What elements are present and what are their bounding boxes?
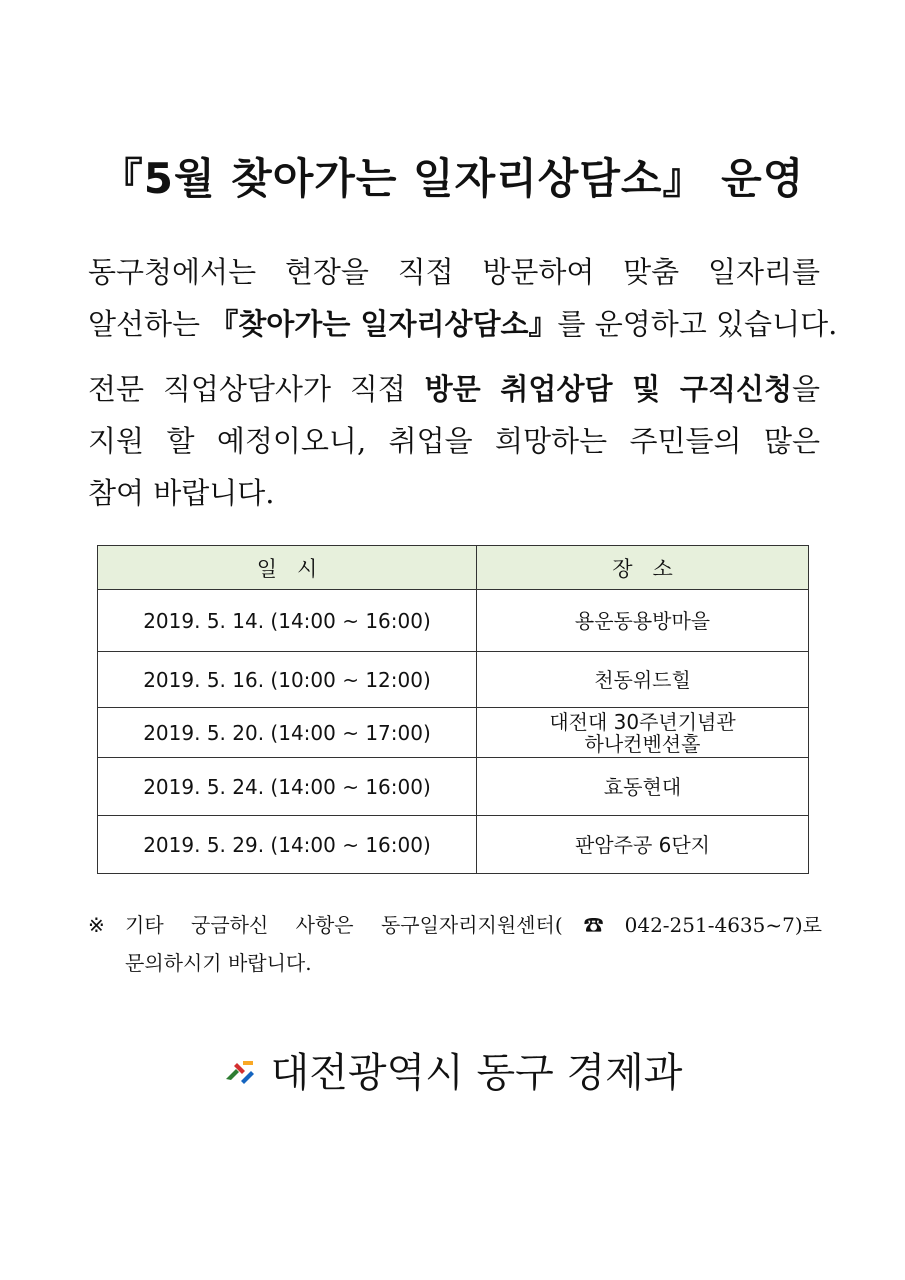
row-date: 2019. 5. 24. (14:00 ~ 16:00) xyxy=(98,758,477,816)
row-place-line-1: 대전대 30주년기념관 xyxy=(549,709,736,734)
detail-paragraph xyxy=(88,363,820,519)
detail-line-1: 전문 직업상담사가 직접 방문 취업상담 및 구직신청을 xyxy=(88,372,820,406)
program-name: 『찾아가는 일자리상담소』 xyxy=(209,307,558,341)
detail-line-3: 참여 바랍니다. xyxy=(88,476,275,510)
intro-line-2: 알선하는 『찾아가는 일자리상담소』를 운영하고 있습니다. xyxy=(88,307,838,341)
schedule-table xyxy=(97,545,809,874)
table-row xyxy=(98,590,809,652)
contact-note xyxy=(88,906,822,982)
page-title: 『5월 찾아가는 일자리상담소』 운영 xyxy=(100,154,805,203)
row-date: 2019. 5. 29. (14:00 ~ 16:00) xyxy=(98,816,477,874)
table-header-row xyxy=(98,546,809,590)
intro-line-1: 동구청에서는 현장을 직접 방문하여 맞춤 일자리를 xyxy=(88,255,820,289)
note-line-1: 기타 궁금하신 사항은 동구일자리지원센터(☎042-251-4635~7)로 xyxy=(125,913,822,937)
table-row xyxy=(98,652,809,708)
row-date: 2019. 5. 20. (14:00 ~ 17:00) xyxy=(98,708,477,758)
reference-mark: ※ xyxy=(88,913,105,937)
row-place: 효동현대 xyxy=(477,758,809,816)
row-place xyxy=(477,708,809,758)
note-line-2: 문의하시기 바랍니다. xyxy=(125,951,312,975)
row-place: 용운동용방마을 xyxy=(477,590,809,652)
row-place-line-2: 하나컨벤션홀 xyxy=(584,731,701,756)
intro-paragraph xyxy=(88,246,838,350)
row-date: 2019. 5. 16. (10:00 ~ 12:00) xyxy=(98,652,477,708)
header-date: 일 시 xyxy=(98,546,477,590)
table-row xyxy=(98,708,809,758)
organization-name: 대전광역시 동구 경제과 xyxy=(270,1050,683,1096)
detail-line-2: 지원 할 예정이오니, 취업을 희망하는 주민들의 많은 xyxy=(88,424,820,458)
header-place: 장 소 xyxy=(477,546,809,590)
district-logo-icon xyxy=(223,1057,257,1087)
row-date: 2019. 5. 14. (14:00 ~ 16:00) xyxy=(98,590,477,652)
footer-organization xyxy=(0,1041,905,1098)
table-row xyxy=(98,816,809,874)
service-highlight: 방문 취업상담 및 구직신청 xyxy=(424,372,792,406)
row-place: 천동위드힐 xyxy=(477,652,809,708)
row-place: 판암주공 6단지 xyxy=(477,816,809,874)
table-row xyxy=(98,758,809,816)
